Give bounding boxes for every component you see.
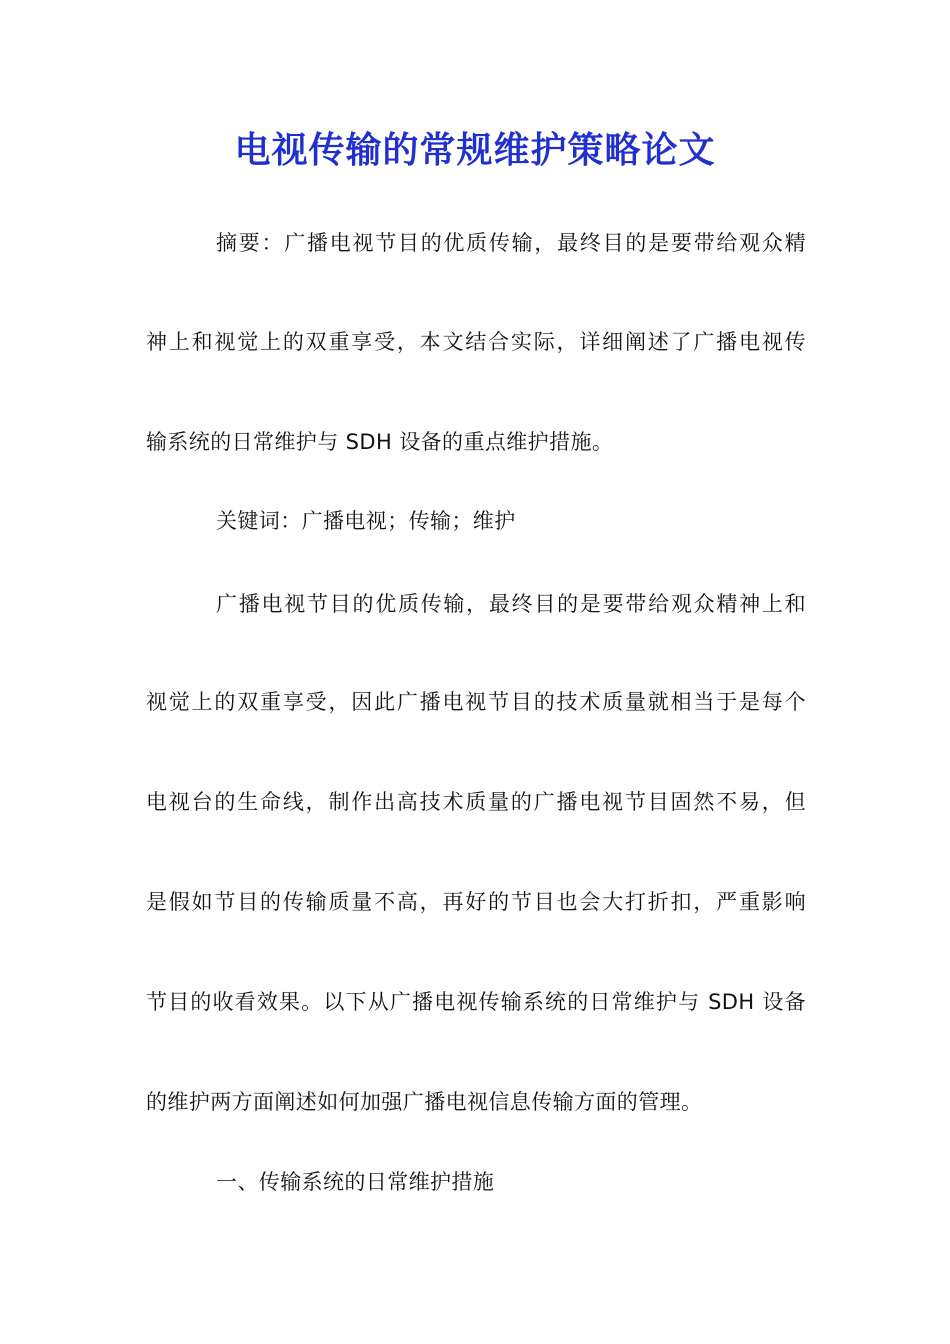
body-line: 视觉上的双重享受，因此广播电视节目的技术质量就相当于是每个 [146, 690, 806, 714]
document-title: 电视传输的常规维护策略论文 [234, 129, 716, 171]
body-line: 是假如节目的传输质量不高，再好的节目也会大打折扣，严重影响 [146, 890, 806, 914]
body-line: 电视台的生命线，制作出高技术质量的广播电视节目固然不易，但 [146, 790, 806, 814]
body-line: 广播电视节目的优质传输，最终目的是要带给观众精神上和 [216, 592, 806, 616]
abstract-line: 摘要：广播电视节目的优质传输，最终目的是要带给观众精 [216, 231, 806, 255]
body-line: 节目的收看效果。以下从广播电视传输系统的日常维护与 SDH 设备 [146, 990, 806, 1014]
keywords-line: 关键词：广播电视；传输；维护 [216, 509, 516, 533]
abstract-line: 输系统的日常维护与 SDH 设备的重点维护措施。 [146, 430, 614, 454]
abstract-line: 神上和视觉上的双重享受，本文结合实际，详细阐述了广播电视传 [146, 330, 806, 354]
section-heading: 一、传输系统的日常维护措施 [216, 1170, 495, 1194]
body-line: 的维护两方面阐述如何加强广播电视信息传输方面的管理。 [146, 1090, 703, 1114]
